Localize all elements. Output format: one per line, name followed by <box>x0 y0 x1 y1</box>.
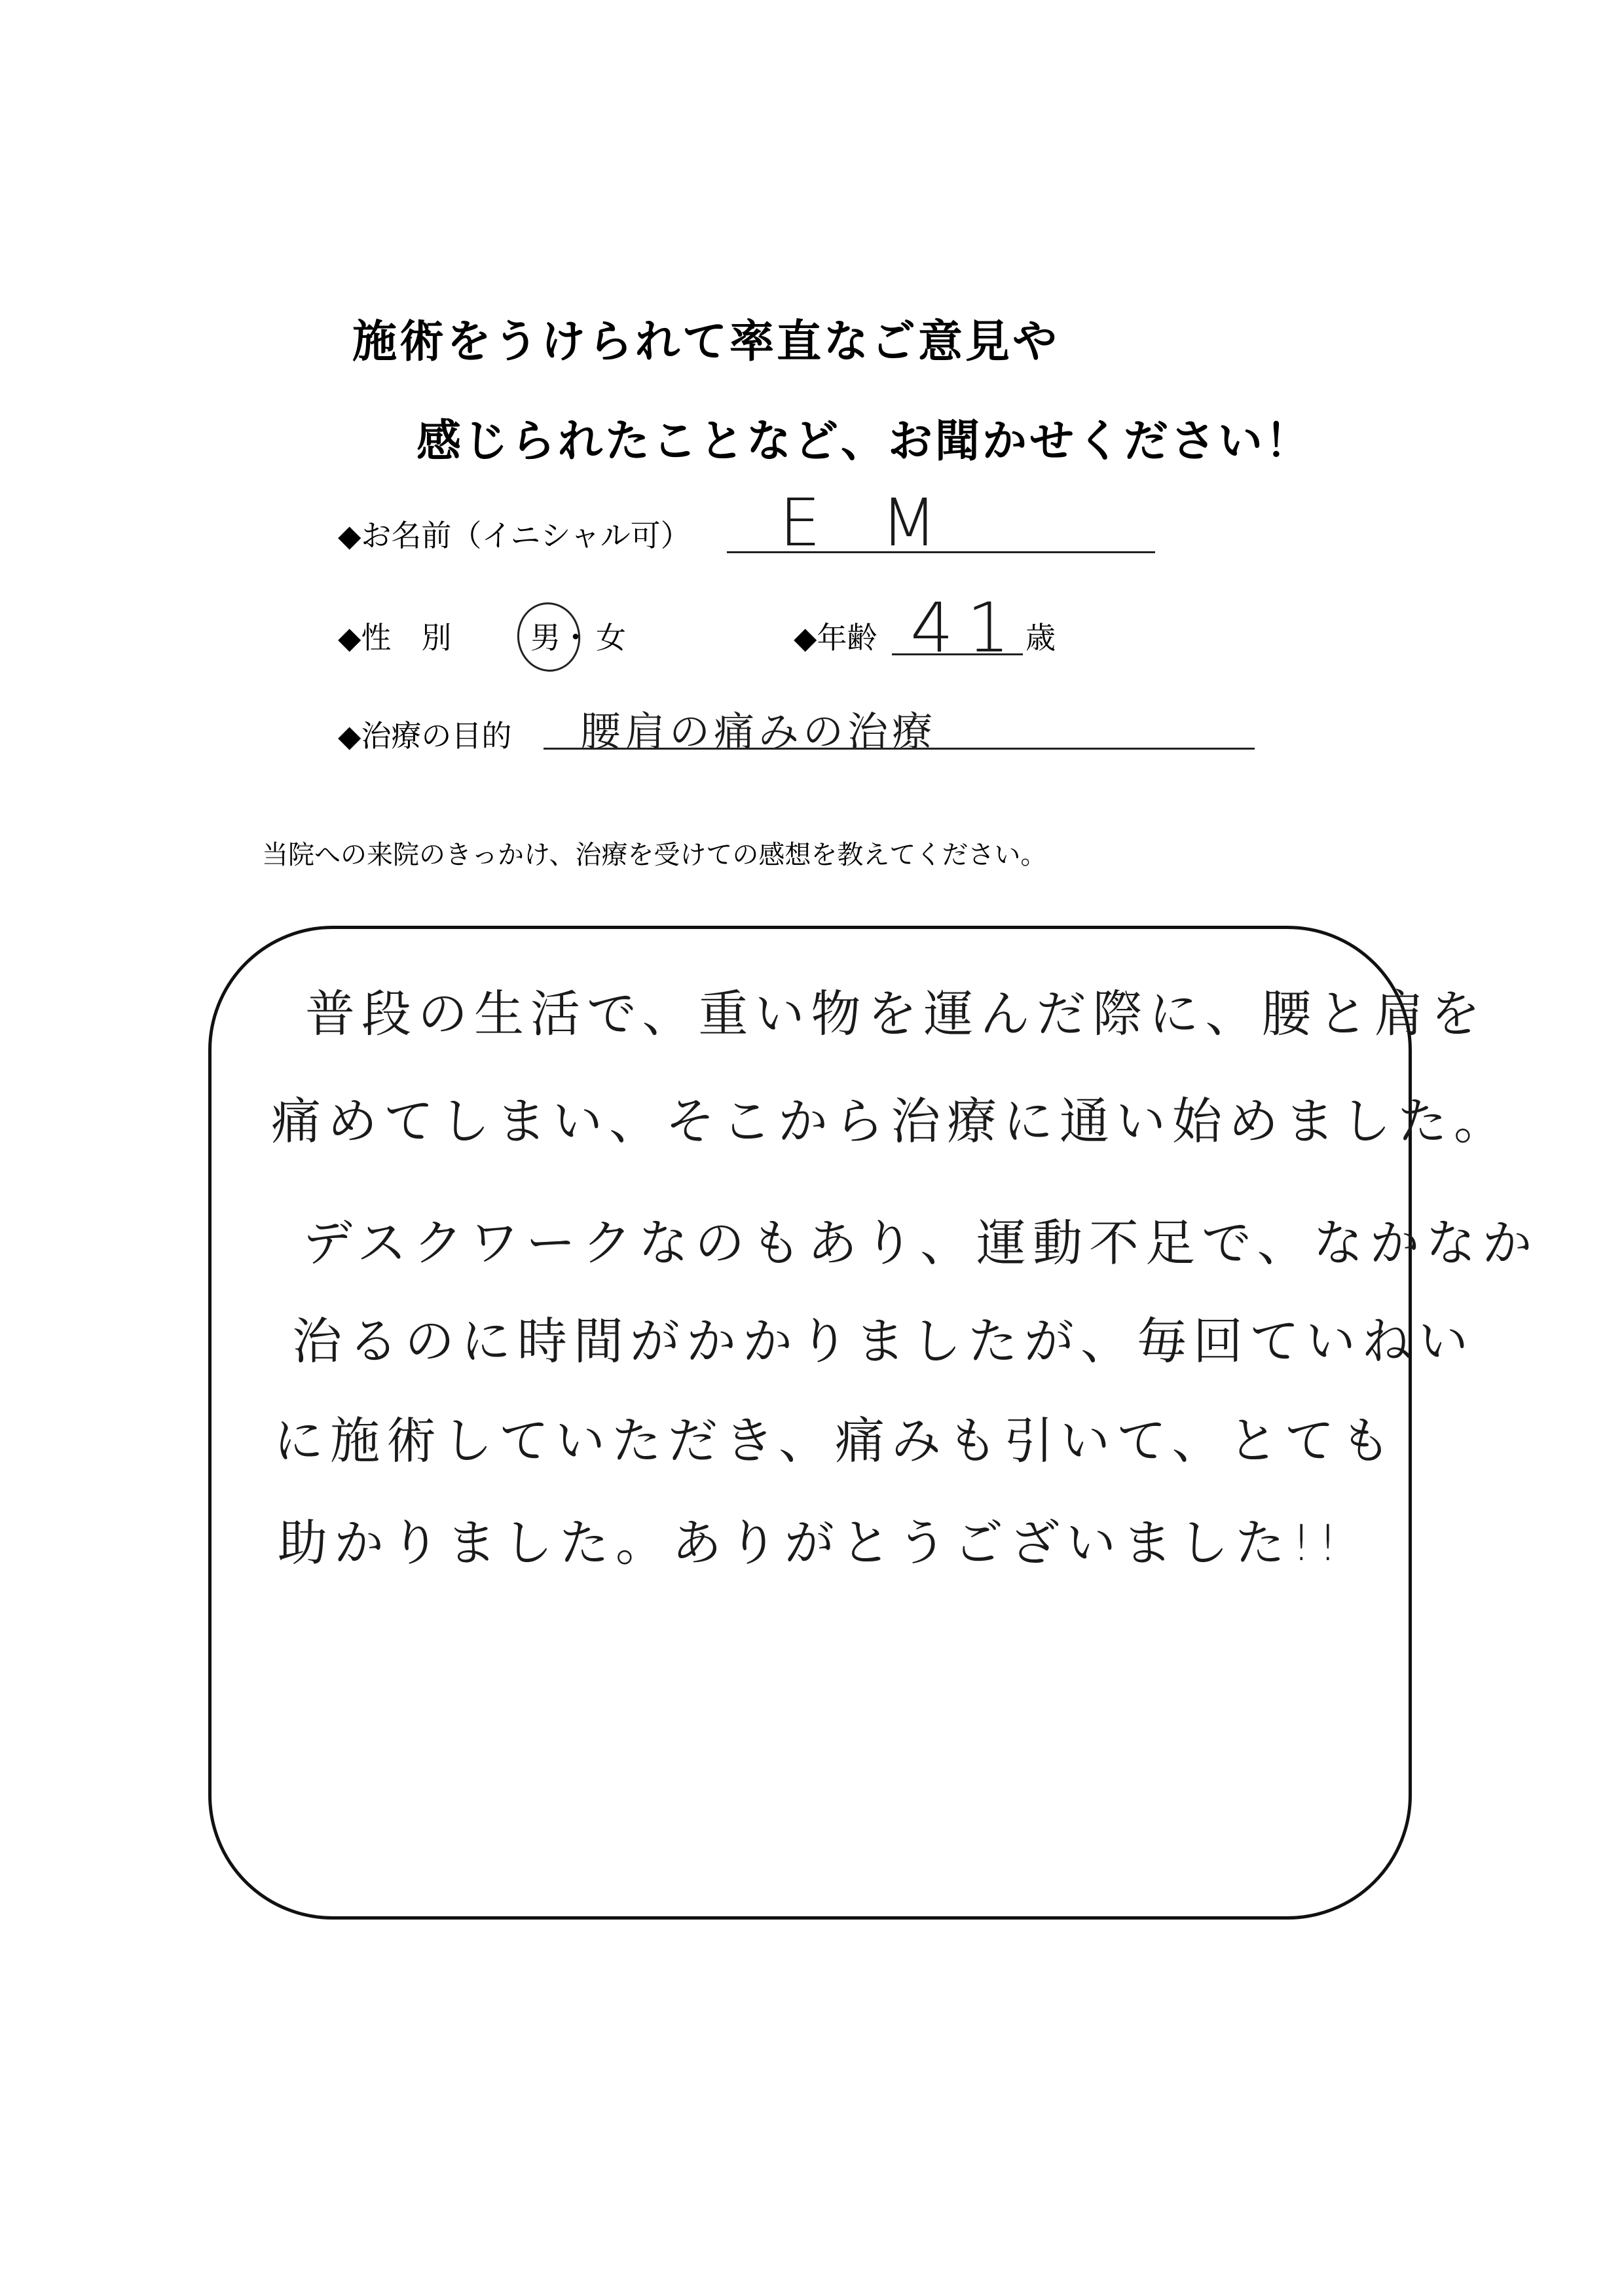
age-unit: 歳 <box>1025 620 1056 655</box>
gender-female: 女 <box>596 620 626 655</box>
comment-line: に施術していただき、痛みも引いて、とても <box>274 1412 1397 1470</box>
purpose-label: ◆治療の目的 <box>338 718 512 754</box>
comment-prompt: 当院への来院のきっかけ、治療を受けての感想を教えてください。 <box>262 840 1047 870</box>
comment-line: デスクワークなのもあり、運動不足で、なかなか <box>303 1214 1539 1272</box>
purpose-underline <box>544 748 1255 750</box>
title-line-2: 感じられたことなど、お聞かせください！ <box>416 416 1313 467</box>
name-underline <box>727 551 1155 553</box>
comment-line: 普段の生活で、重い物を運んだ際に、腰と肩を <box>305 985 1487 1043</box>
comment-line: 治るのに時間がかかりましたが、毎回ていねい <box>292 1312 1475 1370</box>
title-line-1: 施術をうけられて率直なご意見や <box>352 316 1060 368</box>
purpose-value: 腰肩の痛みの治療 <box>580 708 937 756</box>
name-value: E M <box>779 484 957 561</box>
gender-male: 男 <box>530 620 561 655</box>
gender-label: ◆性 別 <box>338 620 452 655</box>
age-underline <box>892 653 1023 655</box>
comment-line: 助かりました。ありがとうございました!! <box>278 1514 1344 1572</box>
age-label: ◆年齢 <box>794 620 877 655</box>
comment-line: 痛めてしまい、そこから治療に通い始めました。 <box>271 1092 1510 1150</box>
age-value: 41 <box>910 588 1024 668</box>
name-label: ◆お名前（イニシャル可） <box>338 518 691 553</box>
gender-separator: ・ <box>561 620 591 655</box>
